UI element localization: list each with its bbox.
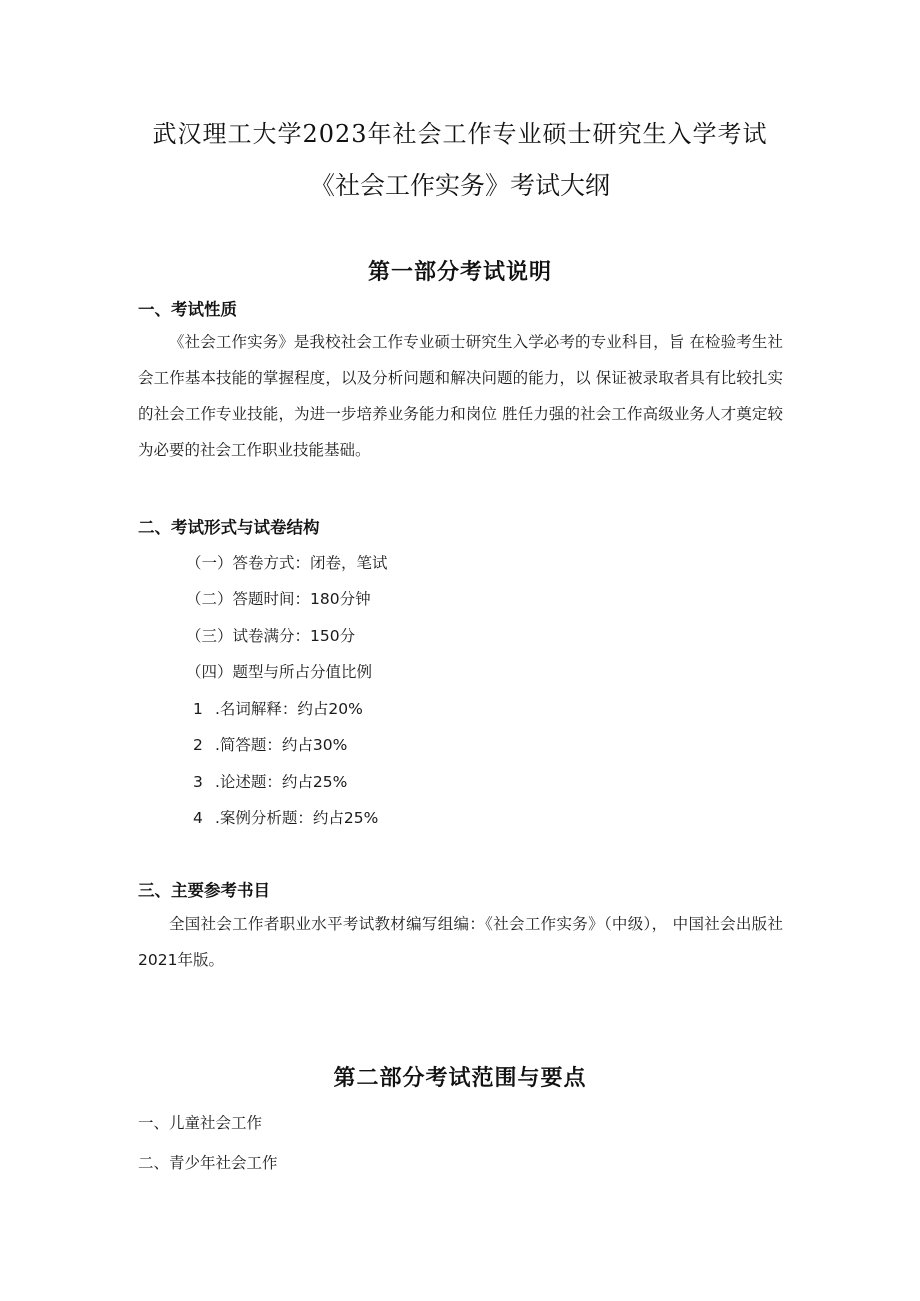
section1-paragraph: 《社会工作实务》是我校社会工作专业硕士研究生入学必考的专业科目，旨 在检验考生社会工作基本技能的掌握程度，以及分析问题和解决问题的能力，以 保证被录取者具有比较扎实的社会工作专业技能，为进一步培养业务能力和岗位 胜任力强的社会工作高级业务人才奠定较为必要的社会工作职业技能基础。 bbox=[138, 333, 783, 459]
exam-format-item: （一）答卷方式：闭卷，笔试 bbox=[186, 554, 388, 572]
scope-item: 二、青少年社会工作 bbox=[138, 1154, 278, 1172]
question-type-number: 3 bbox=[193, 773, 203, 791]
scope-item: 一、儿童社会工作 bbox=[138, 1114, 263, 1132]
section3-heading: 三、主要参考书目 bbox=[138, 881, 270, 900]
question-type-text: .名词解释：约占20% bbox=[215, 700, 363, 718]
question-type-row bbox=[193, 697, 363, 719]
part1-title: 第一部分考试说明 bbox=[367, 259, 552, 285]
exam-score-item: （三）试卷满分：150分 bbox=[186, 627, 356, 645]
section2-heading: 二、考试形式与试卷结构 bbox=[138, 518, 320, 537]
exam-duration-item: （二）答题时间：180分钟 bbox=[186, 590, 371, 608]
section1-heading: 一、考试性质 bbox=[138, 300, 237, 319]
question-type-text: .简答题：约占30% bbox=[215, 736, 348, 754]
question-type-row bbox=[193, 770, 347, 792]
question-type-text: .案例分析题：约占25% bbox=[215, 809, 379, 827]
question-type-number: 4 bbox=[193, 809, 203, 827]
document-title: 武汉理工大学2023年社会工作专业硕士研究生入学考试 bbox=[152, 120, 768, 148]
section3-paragraph: 全国社会工作者职业水平考试教材编写组编：《社会工作实务》（中级）， 中国社会出版社2021年版。 bbox=[138, 915, 783, 969]
question-types-item: （四）题型与所占分值比例 bbox=[186, 663, 373, 681]
question-type-text: .论述题：约占25% bbox=[215, 773, 348, 791]
question-type-number: 1 bbox=[193, 700, 203, 718]
document-subtitle: 《社会工作实务》考试大纲 bbox=[309, 171, 610, 200]
question-type-row bbox=[193, 733, 347, 755]
question-type-row bbox=[193, 806, 378, 828]
part2-title: 第二部分考试范围与要点 bbox=[333, 1065, 587, 1091]
question-type-number: 2 bbox=[193, 736, 203, 754]
